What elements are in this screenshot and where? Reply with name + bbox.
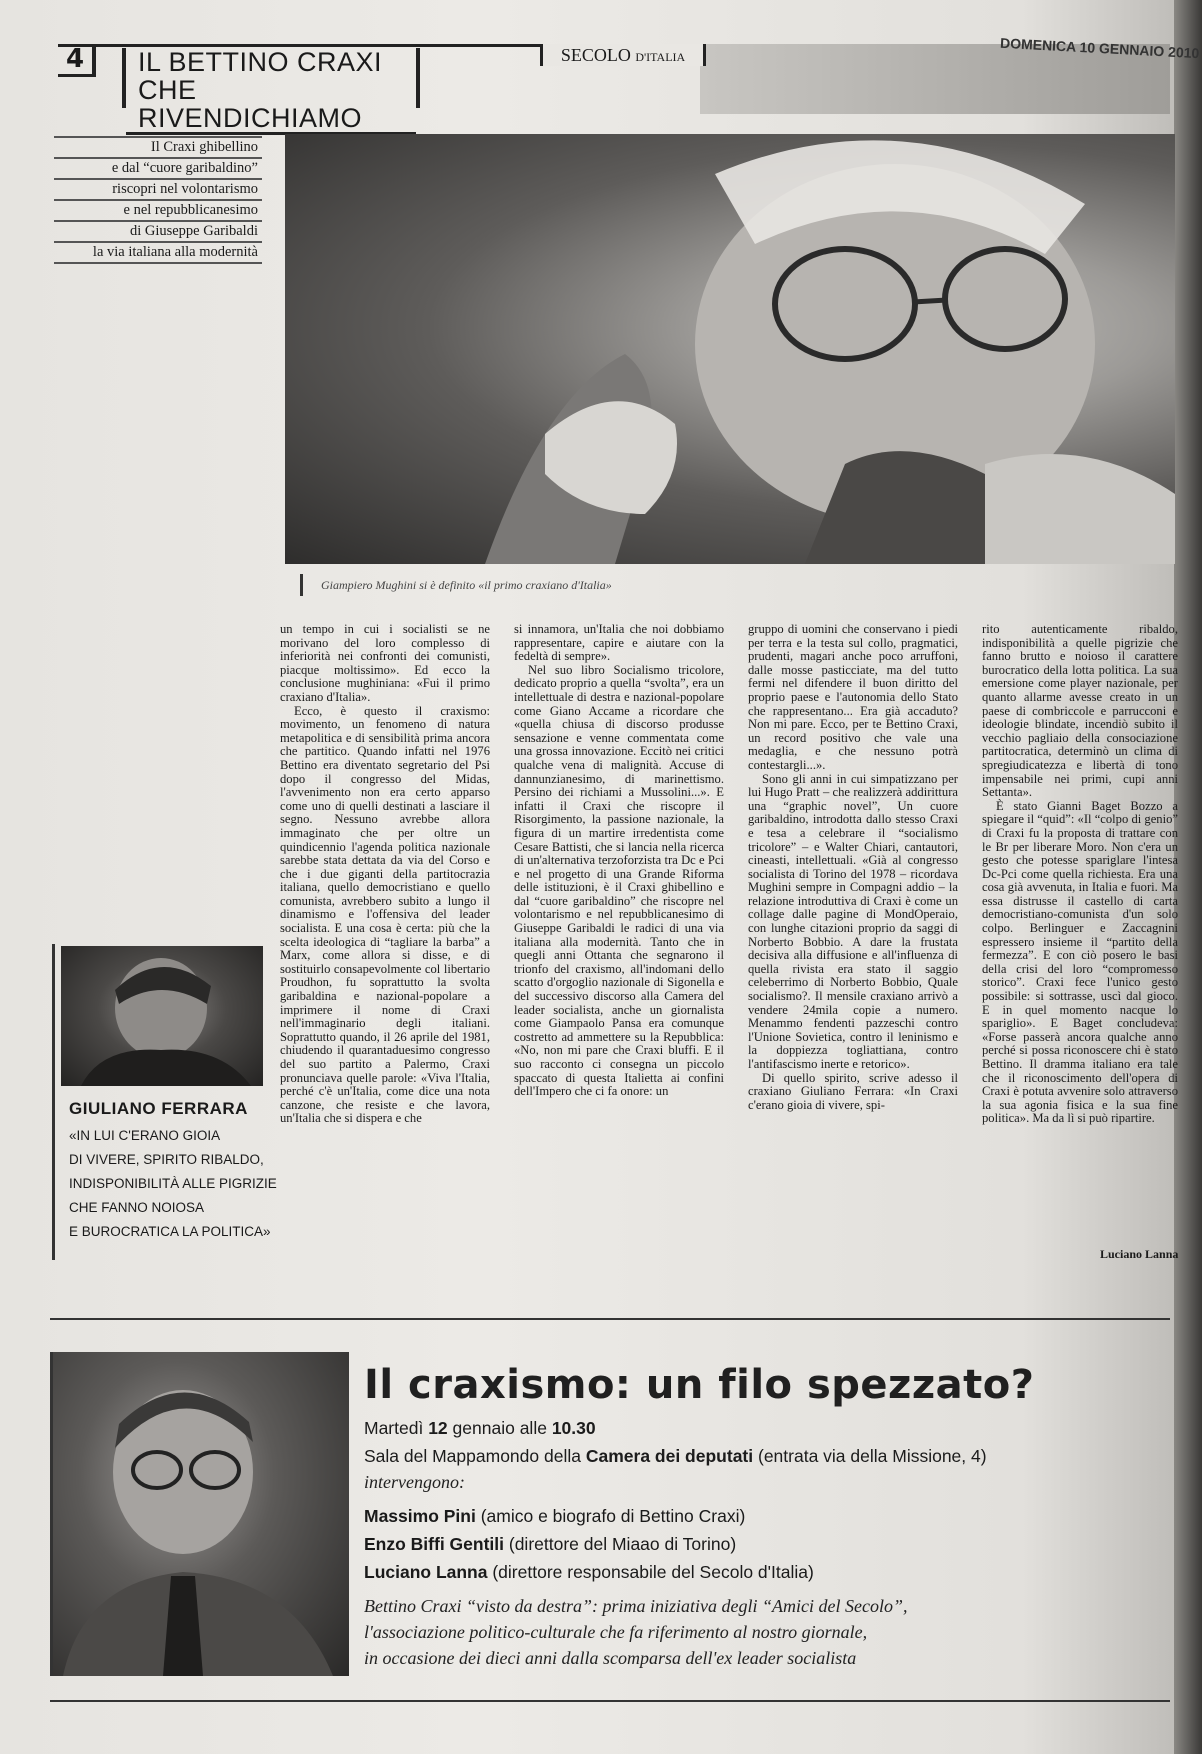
paragraph: si innamora, un'Italia che noi dobbiamo rappresentare, capire e aiutare con la fedeltà di sempre». <box>514 622 724 664</box>
main-photo <box>285 134 1175 564</box>
speaker-name: Luciano Lanna <box>364 1562 488 1582</box>
event-date <box>364 1418 596 1439</box>
event-time: 10.30 <box>551 1418 596 1438</box>
event-footer-line: Bettino Craxi “visto da destra”: prima iniziativa degli “Amici del Secolo”, <box>364 1596 908 1616</box>
ferrara-illustration <box>61 946 263 1086</box>
article-column-4 <box>982 623 1178 1126</box>
event-venue <box>364 1446 987 1467</box>
event-title: Il craxismo: un filo spezzato? <box>364 1362 1035 1408</box>
event-venue-prefix: Sala del Mappamondo della <box>364 1446 581 1466</box>
article-column-1 <box>280 623 490 1126</box>
speaker <box>364 1534 736 1555</box>
author-signature: Luciano Lanna <box>1100 1247 1179 1261</box>
quote-line: CHE FANNO NOIOSA <box>69 1200 205 1215</box>
section-title-line1: IL BETTINO CRAXI <box>138 47 383 77</box>
event-date-prefix: Martedì <box>364 1418 424 1438</box>
quote-line: E BUROCRATICA LA POLITICA» <box>69 1224 271 1239</box>
paragraph: Ecco, è questo il craxismo: movimento, un fenomeno di natura metapolitica e di sensibilità prima ancora che partitico. Quando infatti nel 1976 Bettino era diventato segretario del Psi dopo il congresso del Midas, l'avvenimento non era certo apparso come uno di quelli destinati a lasciare il segno. Nessuno avrebbe allora immaginato che per oltre un quindicennio l'agenda politica nazionale sarebbe stata dettata da via del Corso e che i due giganti della partitocrazia italiana, quello democristiano e quello comunista, avrebbero subito a lungo il dinamismo e l'offensiva del leader socialista. E una cosa è certa: più che la scelta ideologica di “tagliare la barba” a Marx, come allora si disse, e di sostituirlo consapevolmente col libertario Proudhon, fu soprattutto la svolta garibaldina e nazional-popolare a imprimere il nome di Craxi nell'immaginario degli italiani. Soprattutto quando, il 26 aprile del 1981, chiudendo il quarantaduesimo congresso del suo partito a Palermo, Craxi pronunciava quelle parole: «Viva l'Italia, perché c'è un'Italia, come dice una nota canzone, che resiste e che lavora, un'Italia che si dispera e che <box>280 703 490 1126</box>
event-footer-line: l'associazione politico-culturale che fa riferimento al nostro giornale, <box>364 1622 868 1642</box>
speaker-role: (direttore responsabile del Secolo d'Italia) <box>492 1562 814 1582</box>
quote-line: DI VIVERE, SPIRITO RIBALDO, <box>69 1152 264 1167</box>
section-title-line2: CHE RIVENDICHIAMO <box>126 76 416 135</box>
issue-date: DOMENICA 10 GENNAIO 2010 <box>999 34 1200 62</box>
paragraph: gruppo di uomini che conservano i piedi per terra e la testa sul collo, pragmatici, prudenti, magari anche poco arruffoni, dalle mosse pasticciate, ma del tutto fermi nel difendere il buon diritto del proprio paese e l'autonomia dello Stato che rappresentano... Era già accaduto? Non mi pare. Ecco, per te Bettino Craxi, un record positivo che vale una medaglia, e che nessuno potrà contestargli...». <box>748 622 958 772</box>
paragraph: Di quello spirito, scrive adesso il craxiano Giuliano Ferrara: «In Craxi c'erano gioia di vivere, spi- <box>748 1070 958 1112</box>
event-date-mid: gennaio alle <box>452 1418 547 1438</box>
event-footer-line: in occasione dei dieci anni dalla scomparsa dell'ex leader socialista <box>364 1648 857 1668</box>
quote-box <box>52 944 277 1260</box>
paragraph: rito autenticamente ribaldo, indisponibilità a quelle pigrizie che fanno brutto e noioso il carattere burocratico della lotta politica. La sua emersione come player nazionale, per quanto allarme avesse creato in un paese di combriccole e parrucconi e ideologie blindate, incendiò subito il vecchio pagliaio della consociazione partitocratica, determinò un clima di spregiudicatezza e libertà di tono impensabile nei primi, cupi anni Settanta». <box>982 622 1178 800</box>
event-date-day: 12 <box>428 1418 448 1438</box>
speaker <box>364 1562 814 1583</box>
summary-line: la via italiana alla modernità <box>54 243 262 264</box>
speaker-name: Massimo Pini <box>364 1506 476 1526</box>
speaker-name: Enzo Biffi Gentili <box>364 1534 504 1554</box>
page-edge-shadow <box>1174 0 1202 1754</box>
page-number: 4 <box>58 44 96 77</box>
summary-line: di Giuseppe Garibaldi <box>54 222 262 243</box>
masthead-name: SECOLO <box>560 45 631 65</box>
quote-text <box>69 1124 277 1244</box>
section-divider <box>50 1318 1170 1320</box>
paragraph: È stato Gianni Baget Bozzo a spiegare il “quid”: «Il “colpo di genio” di Craxi fu la proposta di trattare con le Br per liberare Moro. Non c'era un gesto che potesse spariglare l'intesa Dc-Pci come quella richiesta. Era una cosa già avvenuta, in Italia e fuori. Ma essa distrusse il castello di carta democristiano-comunista d'un solo colpo. Berlinguer e Zaccagnini espressero insieme il “partito della fermezza”. E con ciò posero le basi della crisi del loro “compromesso storico”. Craxi fece l'unico gesto possibile: si sottrasse, uscì dal gioco. E in quel momento nacque lo spariglio». E Baget concludeva: «Forse passerà ancora qualche anno perché si possa riconoscere chi è stato Bettino. Il dramma italiano era tale che il riconoscimento dell'opera di Craxi è potuta avvenire solo attraverso la sua agonia fisica e la sua fine politica». Ma da lì si può ripartire. <box>982 798 1178 1126</box>
quote-line: INDISPONIBILITÀ ALLE PIGRIZIE <box>69 1176 277 1191</box>
bottom-rule <box>50 1700 1170 1702</box>
quote-name: GIULIANO FERRARA <box>69 1099 248 1118</box>
article-column-3 <box>748 623 958 1112</box>
summary-line: riscopri nel volontarismo <box>54 180 262 201</box>
event-venue-name: Camera dei deputati <box>585 1446 754 1466</box>
summary-line: e dal “cuore garibaldino” <box>54 159 262 180</box>
summary-line: Il Craxi ghibellino <box>54 138 262 159</box>
quote-line: «IN LUI C'ERANO GIOIA <box>69 1128 221 1143</box>
paragraph: un tempo in cui i socialisti se ne morivano del loro complesso di inferiorità nei confronti dei comunisti, piacque moltissimo». Ed ecco la conclusione mughiniana: «Fui il primo craxiano d'Italia». <box>280 622 490 704</box>
masthead <box>540 44 706 66</box>
portrait-illustration <box>285 134 1175 564</box>
speaker <box>364 1506 745 1527</box>
event-photo <box>50 1352 349 1676</box>
quote-photo <box>61 946 263 1086</box>
masthead-suffix: D'ITALIA <box>635 50 686 64</box>
event-venue-suffix: (entrata via della Missione, 4) <box>758 1446 987 1466</box>
section-title <box>122 47 420 133</box>
event-intervene-label: intervengono: <box>364 1472 465 1492</box>
paragraph: Nel suo libro Socialismo tricolore, dedicato proprio a quella “svolta”, era un intellettuale di destra e nazional-popolare come Giano Accame a ricordare che «quella chiusa di discorso produsse sensazione e venne commentata come una grossa innovazione. Eccitò nei critici qualche vena di malignità. Accuse di dannunzianesimo, di marinettismo. Persino dei richiami a Mussolini...». E infatti il Craxi che riscopre il Risorgimento, la passione nazionale, la figura di un martire irredentista come Cesare Battisti, che si lancia nella ricerca di un'alternativa terzoforzista tra Dc e Pci e nel progetto di una Grande Riforma delle istituzioni, è il Craxi ghibellino e dal “cuore garibaldino” che riscopre nel volontarismo e nel repubblicanesimo di Giuseppe Garibaldi le radici di una via italiana alla modernità. Tanto che in quegli anni Ottanta che segnarono il trionfo del craxismo, all'indomani dello scatto d'orgoglio nazionale di Sigonella e del successivo discorso alla Camera del leader socialista, anche un giornalista come Giampaolo Pansa era comunque costretto ad ammettere su la Repubblica: «No, non mi pare che Craxi bluffi. E il suo racconto ci consegna un piccolo spaccato di questa Italietta ai confini dell'Impero che ci fa onore: un <box>514 662 724 1099</box>
photo-caption: Giampiero Mughini si è definito «il primo craxiano d'Italia» <box>300 574 612 596</box>
article-column-2 <box>514 623 724 1099</box>
speaker-role: (direttore del Miaao di Torino) <box>508 1534 737 1554</box>
craxi-illustration <box>53 1352 346 1676</box>
summary-line: e nel repubblicanesimo <box>54 201 262 222</box>
speaker-role: (amico e biografo di Bettino Craxi) <box>480 1506 746 1526</box>
paragraph: Sono gli anni in cui simpatizzano per lui Hugo Pratt – che realizzerà addirittura una “graphic novel”, Un cuore garibaldino, introdotta dallo stesso Craxi e tesa a celebrare il “socialismo tricolore” – e Walter Chiari, cantautori, cineasti, intellettuali. «Già al congresso socialista di Torino del 1978 – ricordava Mughini sempre in Compagni addio – la relazione introduttiva di Craxi è come un collage dalle pagine di MondOperaio, con lunghe citazioni proprio da saggi di Norberto Bobbio. A dare la frustata decisiva alla diffusione e all'influenza di quella rivista era stato il saggio celeberrimo di Norberto Bobbio, Quale socialismo?. Il mensile craxiano arrivò a vendere 24mila copie a numero. Menammo fendenti pazzeschi contro l'Unione Sovietica, contro il leninismo e la doppiezza togliattiana, contro l'antifascismo inerte e retorico». <box>748 771 958 1071</box>
article-summary <box>54 136 262 264</box>
